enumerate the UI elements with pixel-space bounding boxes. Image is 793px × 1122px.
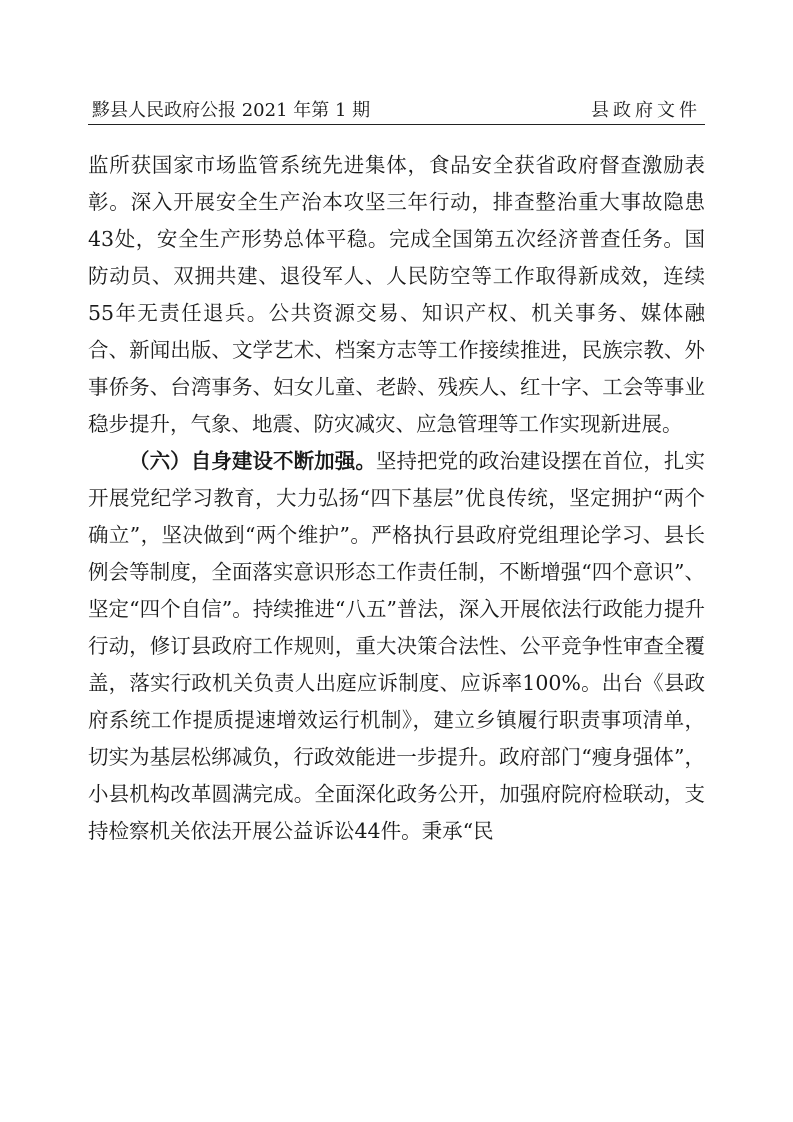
page-header [92, 90, 701, 120]
document-body [88, 147, 705, 850]
gazette-issue-label: 黟县人民政府公报 2021 年第 1 期 [92, 100, 371, 121]
body-paragraph-section-6 [88, 443, 705, 850]
header-divider [88, 124, 705, 125]
document-category-label: 县政府文件 [591, 100, 701, 121]
body-paragraph: 监所获国家市场监管系统先进集体，食品安全获省政府督查激励表彰。深入开展安全生产治本攻坚三年行动，排查整治重大事故隐患43处，安全生产形势总体平稳。完成全国第五次经济普查任务。国防动员、双拥共建、退役军人、人民防空等工作取得新成效，连续55年无责任退兵。公共资源交易、知识产权、机关事务、媒体融合、新闻出版、文学艺术、档案方志等工作接续推进，民族宗教、外事侨务、台湾事务、妇女儿童、老龄、残疾人、红十字、工会等事业稳步提升，气象、地震、防灾减灾、应急管理等工作实现新进展。 [88, 153, 705, 436]
section-text: 坚持把党的政治建设摆在首位，扎实开展党纪学习教育，大力弘扬“四下基层”优良传统，坚定拥护“两个确立”，坚决做到“两个维护”。严格执行县政府党组理论学习、县长例会等制度，全面落实意识形态工作责任制，不断增强“四个意识”、坚定“四个自信”。持续推进“八五”普法，深入开展依法行政能力提升行动，修订县政府工作规则，重大决策合法性、公平竞争性审查全覆盖，落实行政机关负责人出庭应诉制度、应诉率100%。出台《县政府系统工作提质提速增效运行机制》，建立乡镇履行职责事项清单，切实为基层松绑减负，行政效能进一步提升。政府部门“瘦身强体”，小县机构改革圆满完成。全面深化政务公开，加强府院府检联动，支持检察机关依法开展公益诉讼44件。秉承“民 [88, 449, 706, 843]
section-heading: （六）自身建设不断加强。 [129, 449, 376, 473]
